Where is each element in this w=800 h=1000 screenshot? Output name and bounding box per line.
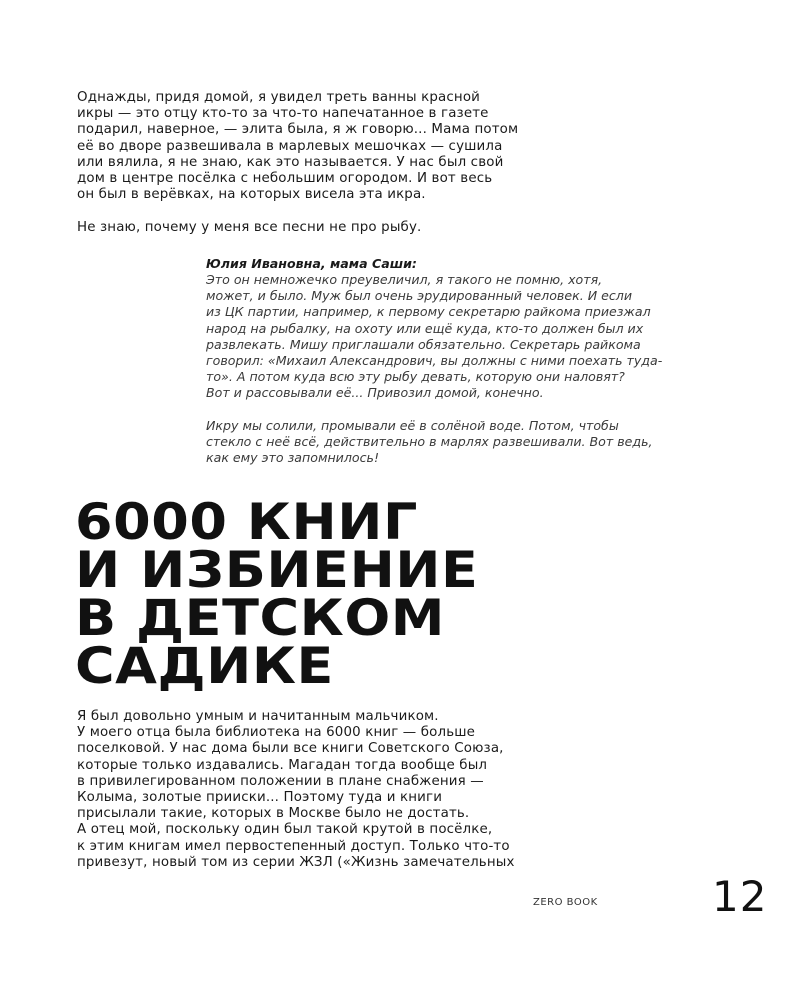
- heading-line: 6000 КНИГ: [75, 493, 418, 551]
- text-line: Не знаю, почему у меня все песни не про рыбу.: [77, 220, 422, 235]
- text-line: подарил, наверное, — элита была, я ж говорю... Мама потом: [77, 122, 519, 138]
- quote-line: развлекать. Мишу приглашали обязательно. Секретарь райкома: [206, 336, 641, 352]
- quote-paragraph-2: [206, 418, 726, 467]
- text-line: Колыма, золотые прииски... Поэтому туда и книги: [77, 790, 443, 806]
- quote-paragraph-1: [206, 272, 726, 402]
- text-line: Я был довольно умным и начитанным мальчиком.: [77, 709, 439, 724]
- footer-brand: ZERO BOOK: [533, 897, 598, 908]
- quote-line: то». А потом куда всю эту рыбу девать, которую они наловят?: [206, 369, 625, 385]
- text-line: которые только издавались. Магадан тогда вообще был: [77, 757, 488, 773]
- section-paragraph: [77, 709, 637, 871]
- quote-line: может, и было. Муж был очень эрудированный человек. И если: [206, 288, 633, 304]
- intro-paragraph: [77, 90, 637, 203]
- text-line: А отец мой, поскольку один был такой крутой в посёлке,: [77, 822, 493, 838]
- quote-line: из ЦК партии, например, к первому секретарю райкома приезжал: [206, 304, 651, 320]
- page-number: 12: [712, 872, 768, 921]
- quote-line: Икру мы солили, промывали её в солёной воде. Потом, чтобы: [206, 418, 619, 433]
- quote-line: как ему это запомнилось!: [206, 450, 380, 466]
- text-line: он был в верёвках, на которых висела эта икра.: [77, 187, 426, 203]
- quote-line: Вот и рассовывали её... Привозил домой, конечно.: [206, 385, 544, 401]
- heading-line: САДИКЕ: [75, 637, 334, 695]
- text-line: икры — это отцу кто-то за что-то напечатанное в газете: [77, 106, 489, 122]
- intro-followup-paragraph: [77, 220, 637, 236]
- quote-line: Это он немножечко преувеличил, я такого не помню, хотя,: [206, 272, 603, 287]
- text-line: поселковой. У нас дома были все книги Советского Союза,: [77, 741, 504, 757]
- quote-line: говорил: «Михаил Александрович, вы должны с ними поехать туда-: [206, 353, 663, 369]
- quote-line: стекло с неё всё, действительно в марлях развешивали. Вот ведь,: [206, 434, 653, 450]
- text-line: дом в центре посёлка с небольшим огородом. И вот весь: [77, 171, 493, 187]
- text-line: Однажды, придя домой, я увидел треть ванны красной: [77, 90, 481, 105]
- text-line: У моего отца была библиотека на 6000 книг — больше: [77, 725, 476, 741]
- heading-line: И ИЗБИЕНИЕ: [75, 541, 479, 599]
- quote-line: народ на рыбалку, на охоту или ещё куда, кто-то должен был их: [206, 320, 644, 336]
- quote-author-name: Юлия Ивановна, мама Саши:: [206, 256, 417, 271]
- text-line: в привилегированном положении в плане снабжения —: [77, 773, 484, 789]
- section-heading: [75, 493, 479, 695]
- text-line: или вялила, я не знаю, как это называется. У нас был свой: [77, 154, 504, 170]
- quote-author: [206, 256, 726, 272]
- text-line: её во дворе развешивала в марлевых мешочках — сушила: [77, 138, 503, 154]
- heading-line: В ДЕТСКОМ: [75, 589, 446, 647]
- text-line: присылали такие, которых в Москве было не достать.: [77, 806, 470, 822]
- text-line: привезут, новый том из серии ЖЗЛ («Жизнь замечательных: [77, 854, 515, 870]
- text-line: к этим книгам имел первостепенный доступ. Только что-то: [77, 838, 510, 854]
